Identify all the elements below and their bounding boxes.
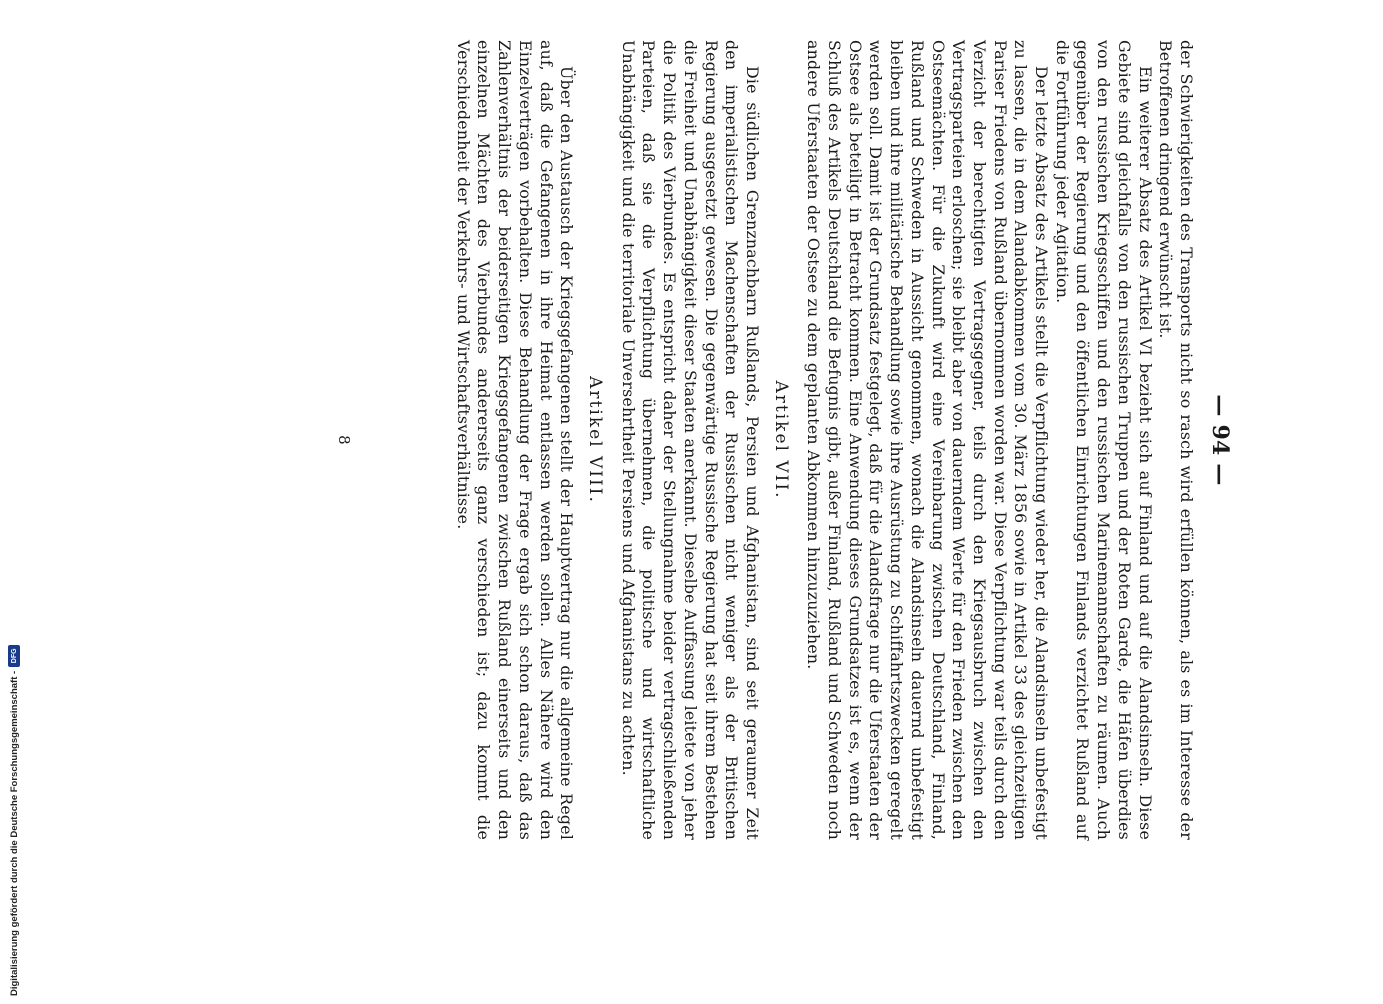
article-viii-heading: Artikel VIII. bbox=[585, 376, 606, 504]
signature-mark: 8 bbox=[335, 435, 354, 445]
page-number: — 94 — bbox=[1207, 394, 1233, 486]
article-vii-paragraph: Die südlichen Grenznachbarn Rußlands, Persien und Afghanistan, sind seit geraumer Zeit den imperialistischen Machenschaften der Russischen nicht weniger als der Britischen Regierung ausgesetzt gewesen. Die gegenwärtige Russische Regierung hat seit ihrem Bestehen die Freiheit und Unabhängigkeit dieser Staaten anerkannt. Dieselbe Auffassung leitete von jeher die Politik des Vierbundes. Es entspricht daher der Stellungnahme beider vertragschließenden Parteien, daß sie die Verpflichtung übernehmen, die politische und wirtschaftliche Unabhängigkeit und die territoriale Unversehrtheit Persiens und Afghanistans zu achten. bbox=[618, 40, 762, 840]
rotated-text-block bbox=[170, 0, 1250, 900]
digitization-footer bbox=[4, 0, 24, 1004]
paragraph: Der letzte Absatz des Artikels stellt die Verpflichtung wieder her, die Alandsinseln unbefestigt zu lassen, die in dem Alandabkommen vom 30. März 1856 sowie in Artikel 33 des gleichzeitigen Pariser Friedens von Rußland übernommen worden war. Diese Verpflichtung war teils durch den Verzicht der berechtigten Vertragsgegner, teils durch den Kriegsausbruch zwischen den Vertragsparteien erloschen; sie bleibt aber von dauerndem Werte für den Frieden zwischen den Ostseemächten. Für die Zukunft wird eine Vereinbarung zwischen Deutschland, Finland, Rußland und Schweden in Aussicht genommen, wonach die Alandsinseln dauernd unbefestigt bleiben und ihre militärische Behandlung sowie ihre Ausrüstung zu Schiffahrtszwecken geregelt werden soll. Damit ist der Grundsatz festgelegt, daß für die Alandsfrage nur die Uferstaaten der Ostsee als beteiligt in Betracht kommen. Eine Anwendung dieses Grundsatzes ist es, wenn der Schluß des Artikels Deutschland die Befugnis gibt, außer Finland, Rußland und Schweden noch andere Uferstaaten der Ostsee zu dem geplanten Abkommen hinzuzuziehen. bbox=[804, 40, 1052, 840]
article-vii-heading: Artikel VII. bbox=[770, 380, 791, 500]
footer-text: Digitalisierung gefördert durch die Deutsche Forschungsgemeinschaft - bbox=[8, 670, 20, 996]
page-header bbox=[1204, 40, 1233, 840]
paragraph: Ein weiterer Absatz des Artikel VI bezieht sich auf Finland und auf die Alandsinseln. Diese Gebiete sind gleichfalls von den russischen Truppen und der Roten Garde, die Häfen überdies von den russischen Kriegsschiffen und den russischen Marinemannschaften zu räumen. Auch gegenüber der Regierung und den öffentlichen Einrichtungen Finlands verzichtet Rußland auf die Fortführung jeder Agitation. bbox=[1052, 40, 1155, 840]
dfg-logo-icon: DFG bbox=[8, 645, 20, 667]
paragraph: der Schwierigkeiten des Transports nicht so rasch wird erfüllen können, als es im Interesse der Betroffenen dringend erwünscht ist. bbox=[1156, 40, 1196, 840]
article-viii-paragraph: Über den Austausch der Kriegsgefangenen stellt der Hauptvertrag nur die allgemeine Regel auf, daß die Gefangenen in ihre Heimat entlassen werden sollen. Alles Nähere wird den Einzelverträgen vorbehalten. Diese Behandlung der Frage ergab sich schon daraus, daß das Zahlenverhältnis der beiderseitigen Kriegsgefangenen zwischen Rußland einerseits und den einzelnen Mächten des Vierbundes andererseits ganz verschieden ist; dazu kommt die Verschiedenheit der Verkehrs- und Wirtschaftsverhältnisse. bbox=[453, 40, 577, 840]
